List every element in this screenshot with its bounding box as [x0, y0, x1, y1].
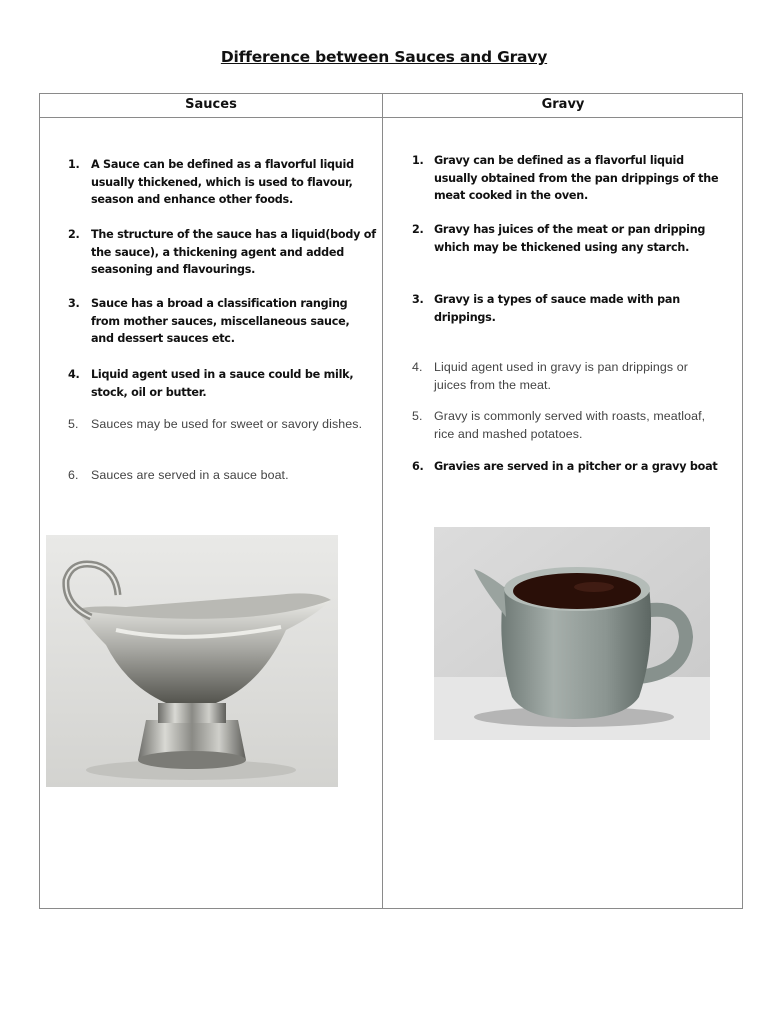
sauces-item-3 — [68, 295, 368, 348]
list-text: Gravy is commonly served with roasts, meatloaf, rice and mashed potatoes. — [434, 409, 706, 441]
list-text: A Sauce can be defined as a flavorful liquid usually thickened, which is used to flavour, season and enhance other foods. — [91, 158, 354, 206]
list-number: 2. — [68, 228, 80, 241]
gravy-item-3 — [412, 291, 730, 326]
list-number: 5. — [412, 409, 423, 423]
list-number: 6. — [68, 468, 79, 482]
list-text: Sauces may be used for sweet or savory dishes. — [91, 417, 363, 431]
list-number: 4. — [412, 360, 423, 374]
list-number: 2. — [412, 223, 424, 236]
gravy-item-1 — [412, 152, 730, 205]
gravy-item-5 — [412, 408, 728, 443]
sauces-item-2 — [68, 226, 378, 279]
list-number: 1. — [412, 154, 424, 167]
gravy-column-header: Gravy — [541, 97, 585, 112]
list-number: 5. — [68, 417, 79, 431]
gravy-pitcher-image — [434, 527, 710, 740]
sauces-item-5 — [68, 416, 378, 434]
list-text: Liquid agent used in gravy is pan drippings or juices from the meat. — [434, 360, 688, 392]
list-text: Gravy can be defined as a flavorful liquid usually obtained from the pan drippings of the meat cooked in the oven. — [434, 154, 719, 202]
list-text: Gravy has juices of the meat or pan dripping which may be thickened using any starch. — [434, 223, 706, 254]
gravy-item-4 — [412, 359, 712, 394]
list-number: 3. — [68, 297, 80, 310]
column-divider — [382, 94, 383, 908]
list-text: Gravies are served in a pitcher or a gravy boat — [434, 460, 718, 473]
list-number: 6. — [412, 460, 424, 473]
silver-gravy-boat-illustration — [46, 535, 338, 787]
header-divider — [40, 117, 742, 118]
sauces-item-1 — [68, 156, 368, 209]
sauces-item-6 — [68, 467, 368, 485]
gravy-item-6 — [412, 458, 730, 476]
gravy-item-2 — [412, 221, 730, 256]
list-text: Sauces are served in a sauce boat. — [91, 468, 289, 482]
sauces-column-header: Sauces — [185, 97, 237, 112]
sauces-item-4 — [68, 366, 368, 401]
page-title: Difference between Sauces and Gravy — [220, 48, 548, 66]
list-number: 3. — [412, 293, 424, 306]
list-text: The structure of the sauce has a liquid(body of the sauce), a thickening agent and added seasoning and flavourings. — [91, 228, 376, 276]
list-text: Gravy is a types of sauce made with pan drippings. — [434, 293, 680, 324]
list-text: Liquid agent used in a sauce could be milk, stock, oil or butter. — [91, 368, 354, 399]
list-number: 4. — [68, 368, 80, 381]
list-text: Sauce has a broad a classification ranging from mother sauces, miscellaneous sauce, and dessert sauces etc. — [91, 297, 350, 345]
list-number: 1. — [68, 158, 80, 171]
ceramic-gravy-pitcher-illustration — [434, 527, 710, 740]
gravy-boat-image — [46, 535, 338, 787]
